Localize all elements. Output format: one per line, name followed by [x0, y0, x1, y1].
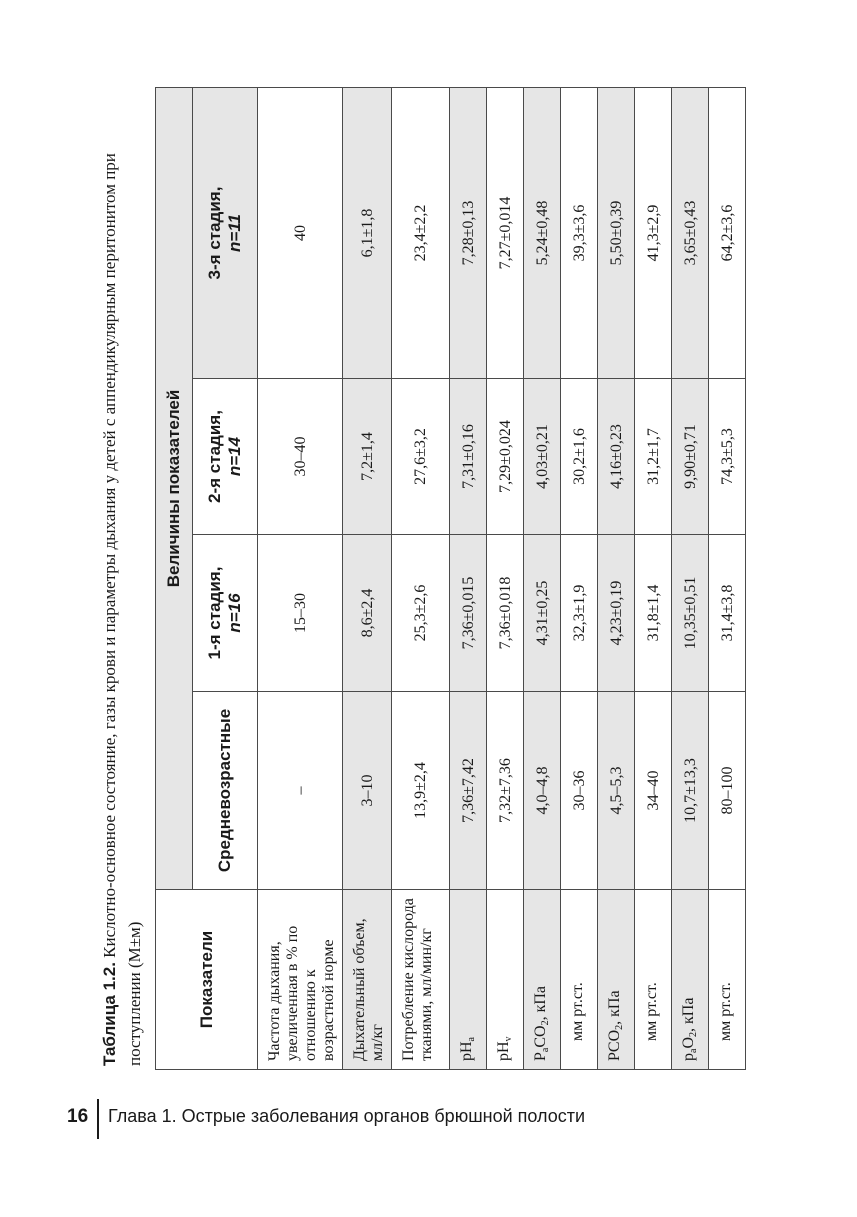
table-row	[343, 87, 392, 1069]
cell-stage-1: 7,36±0,018	[487, 535, 524, 692]
cell-stage-3: 7,28±0,13	[450, 87, 487, 378]
cell-stage-1: 7,36±0,015	[450, 535, 487, 692]
cell-stage-3: 6,1±1,8	[343, 87, 392, 378]
row-label: $P_aCO_2$, кПа	[524, 890, 561, 1070]
header-col-stage-1: 1-я стадия, n=16	[193, 535, 258, 692]
row-label: $PCO_2$, кПа	[598, 890, 635, 1070]
cell-stage-2: 7,2±1,4	[343, 379, 392, 535]
cell-stage-3: 7,27±0,014	[487, 87, 524, 378]
header-indicators: Показатели	[156, 890, 258, 1070]
cell-stage-2: 4,16±0,23	[598, 379, 635, 535]
cell-normal: 34–40	[635, 692, 672, 890]
table-row	[258, 87, 343, 1069]
table-row	[450, 87, 487, 1069]
cell-stage-3: 5,50±0,39	[598, 87, 635, 378]
table-row	[487, 87, 524, 1069]
cell-stage-2: 31,2±1,7	[635, 379, 672, 535]
cell-stage-2: 7,31±0,16	[450, 379, 487, 535]
cell-stage-2: 30–40	[258, 379, 343, 535]
cell-stage-3: 40	[258, 87, 343, 378]
caption-label: Таблица 1.2.	[100, 962, 119, 1066]
cell-stage-2: 30,2±1,6	[561, 379, 598, 535]
cell-stage-1: 4,23±0,19	[598, 535, 635, 692]
rotated-table-block	[97, 88, 737, 1070]
cell-normal: 13,9±2,4	[392, 692, 450, 890]
cell-stage-3: 39,3±3,6	[561, 87, 598, 378]
cell-normal: 4,5–5,3	[598, 692, 635, 890]
cell-stage-2: 7,29±0,024	[487, 379, 524, 535]
cell-stage-3: 3,65±0,43	[672, 87, 709, 378]
cell-stage-1: 4,31±0,25	[524, 535, 561, 692]
cell-stage-1: 31,8±1,4	[635, 535, 672, 692]
cell-normal: –	[258, 692, 343, 890]
cell-stage-1: 25,3±2,6	[392, 535, 450, 692]
cell-normal: 10,7±13,3	[672, 692, 709, 890]
caption-text: Кислотно-основное состояние, газы крови и параметры дыхания у детей с аппендикулярным перитонитом при поступлении (М±м)	[100, 153, 144, 1066]
table-row	[392, 87, 450, 1069]
cell-normal: 3–10	[343, 692, 392, 890]
cell-normal: 7,36±7,42	[450, 692, 487, 890]
cell-stage-1: 8,6±2,4	[343, 535, 392, 692]
cell-stage-2: 4,03±0,21	[524, 379, 561, 535]
table-row	[635, 87, 672, 1069]
cell-stage-1: 31,4±3,8	[709, 535, 746, 692]
cell-stage-3: 5,24±0,48	[524, 87, 561, 378]
row-label: мм рт.ст.	[561, 890, 598, 1070]
chapter-title: Глава 1. Острые заболевания органов брюшной полости	[108, 1106, 586, 1126]
row-label: $pH_a$	[450, 890, 487, 1070]
table-caption	[97, 91, 147, 1066]
data-table	[155, 87, 746, 1070]
row-label: мм рт.ст.	[709, 890, 746, 1070]
cell-stage-2: 27,6±3,2	[392, 379, 450, 535]
cell-normal: 80–100	[709, 692, 746, 890]
row-label: Потребление кислорода тканями, мл/мин/кг	[392, 890, 450, 1070]
cell-stage-3: 64,2±3,6	[709, 87, 746, 378]
table-row	[709, 87, 746, 1069]
header-col-stage-2: 2-я стадия, n=14	[193, 379, 258, 535]
cell-stage-1: 15–30	[258, 535, 343, 692]
row-label: Частота дыхания, увеличенная в % по отношению к возрастной норме	[258, 890, 343, 1070]
table-row	[598, 87, 635, 1069]
cell-stage-3: 41,3±2,9	[635, 87, 672, 378]
page-number: 16	[67, 1106, 89, 1127]
row-label: $p_aO_2$, кПа	[672, 890, 709, 1070]
cell-stage-2: 9,90±0,71	[672, 379, 709, 535]
cell-normal: 30–36	[561, 692, 598, 890]
header-values-group: Величины показателей	[156, 87, 193, 889]
cell-stage-1: 10,35±0,51	[672, 535, 709, 692]
cell-stage-3: 23,4±2,2	[392, 87, 450, 378]
row-label: Дыхательный объем, мл/кг	[343, 890, 392, 1070]
row-label: мм рт.ст.	[635, 890, 672, 1070]
header-col-normal: Средневозрастные	[193, 692, 258, 890]
footer-divider	[97, 1099, 99, 1139]
table-row	[561, 87, 598, 1069]
cell-stage-1: 32,3±1,9	[561, 535, 598, 692]
cell-stage-2: 74,3±5,3	[709, 379, 746, 535]
table-row	[672, 87, 709, 1069]
cell-normal: 4,0–4,8	[524, 692, 561, 890]
cell-normal: 7,32±7,36	[487, 692, 524, 890]
header-col-stage-3: 3-я стадия, n=11	[193, 87, 258, 378]
table-row	[524, 87, 561, 1069]
row-label: $pH_v$	[487, 890, 524, 1070]
